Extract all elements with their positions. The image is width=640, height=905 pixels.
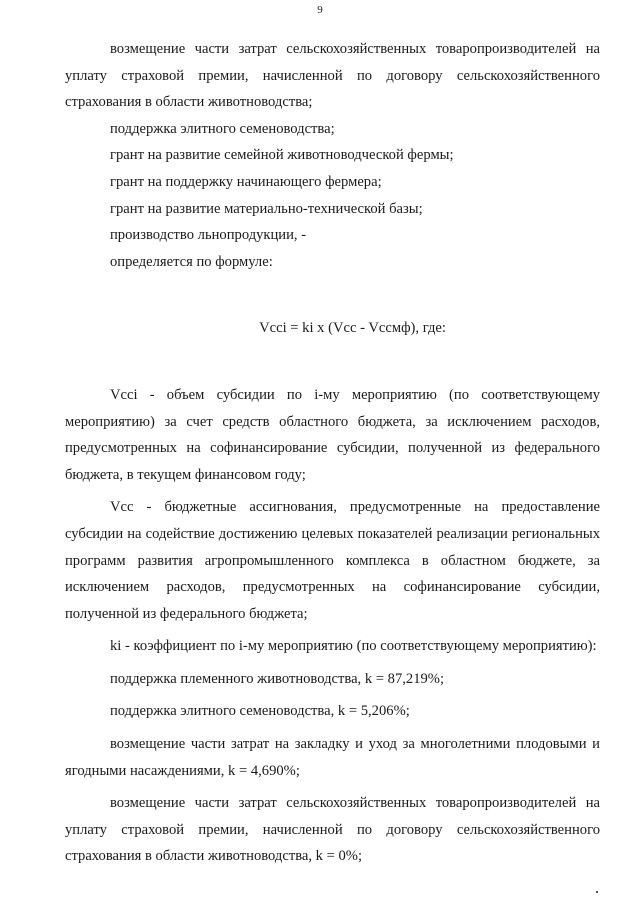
coefficient-orchards: возмещение части затрат на закладку и уход за многолетними плодовыми и ягодными насаждениями, k = 4,690%;	[65, 736, 600, 779]
scan-dot	[596, 891, 598, 893]
paragraph-beginning-farmer-grant: грант на поддержку начинающего фермера;	[110, 173, 382, 190]
definition-vcci: Vcci - объем субсидии по i-му мероприятию (по соответствующему мероприятию) за счет средств областного бюджета, за исключением расходов, предусмотренных на софинансирование субсидии, полученной из федерального бюджета, в текущем финансовом году;	[65, 386, 600, 483]
paragraph-formula-lead: определяется по формуле:	[110, 253, 273, 270]
paragraph-flax-production: производство льнопродукции, -	[110, 227, 307, 244]
paragraph-elite-seed: поддержка элитного семеноводства;	[110, 120, 335, 137]
coefficient-insurance: возмещение части затрат сельскохозяйственных товаропроизводителей на уплату страховой премии, начисленной по договору сельскохозяйственного страхования в области животноводства, k = 0%;	[65, 795, 600, 865]
page-number: 9	[317, 4, 323, 16]
coefficient-elite-seed: поддержка элитного семеноводства, k = 5,206%;	[110, 703, 410, 720]
document-body	[65, 36, 600, 870]
paragraph-family-farm-grant: грант на развитие семейной животноводческой фермы;	[110, 147, 454, 164]
formula: Vcci = ki x (Vcc - Vccмф), где:	[259, 320, 446, 337]
coefficient-breeding: поддержка племенного животноводства, k = 87,219%;	[110, 670, 445, 687]
paragraph-material-base-grant: грант на развитие материально-технической базы;	[110, 200, 423, 217]
definition-ki: ki - коэффициент по i-му мероприятию (по соответствующему мероприятию):	[110, 638, 597, 655]
paragraph-insurance-intro: возмещение части затрат сельскохозяйственных товаропроизводителей на уплату страховой премии, начисленной по договору сельскохозяйственного страхования в области животноводства;	[65, 41, 600, 111]
definition-vcc: Vcc - бюджетные ассигнования, предусмотренные на предоставление субсидии на содействие достижению целевых показателей реализации региональных программ развития агропромышленного комплекса в областном бюджете, за исключением расходов, предусмотренных на софинансирование субсидии, полученной из федерального бюджета;	[65, 499, 600, 622]
